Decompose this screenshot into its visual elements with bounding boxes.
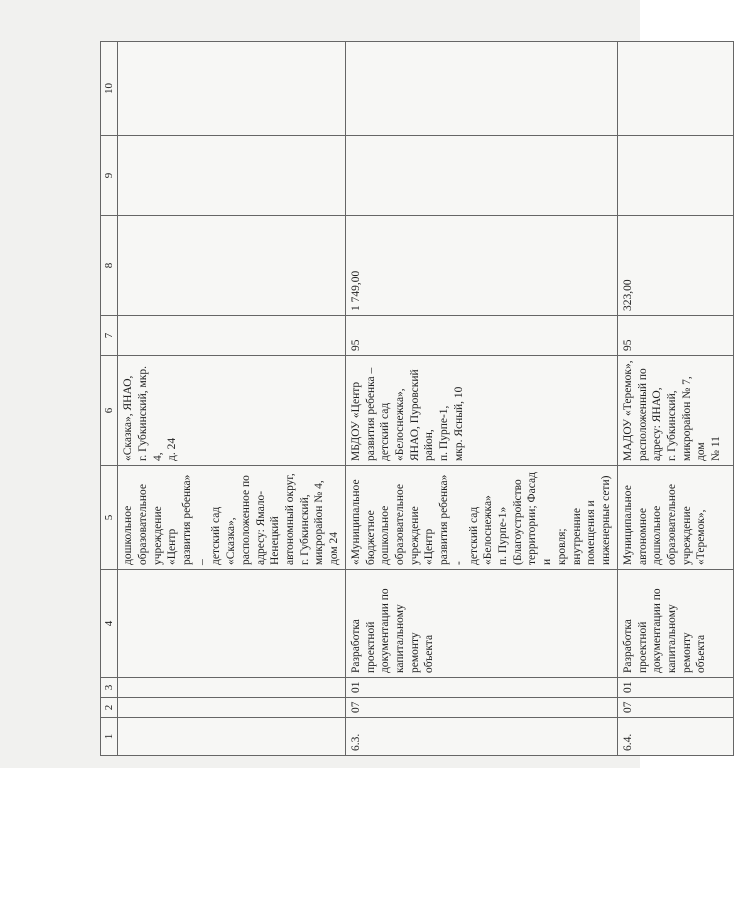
column-7-cell	[118, 316, 346, 356]
row-number-cell	[118, 718, 346, 756]
table-row	[345, 42, 617, 756]
object-name-cell: дошкольное образовательное учреждение «Центр развития ребенка» – детский сад «Сказка», расположенное по адресу: Ямало- Ненецкий автономный округ, г. Губкинский, микрорайон № 4, дом 24	[118, 466, 346, 570]
section-code-cell	[118, 698, 346, 718]
column-9-cell	[617, 136, 733, 216]
column-7-cell: 95	[617, 316, 733, 356]
section-code-cell: 07	[617, 698, 733, 718]
column-number: 3	[101, 678, 118, 698]
amount-cell	[118, 216, 346, 316]
column-9-cell	[345, 136, 617, 216]
section-code-cell: 07	[345, 698, 617, 718]
work-description-cell	[118, 570, 346, 678]
column-10-cell	[345, 42, 617, 136]
work-description-cell: Разработка проектной документации по капитальному ремонту объекта	[345, 570, 617, 678]
column-number: 9	[101, 136, 118, 216]
column-10-cell	[118, 42, 346, 136]
address-cell: МБДОУ «Центр развития ребенка – детский сад «Белоснежка», ЯНАО, Пуровский район, п. Пурпе-1, мкр. Ясный, 10	[345, 356, 617, 466]
column-10-cell	[617, 42, 733, 136]
row-number-cell: 6.3.	[345, 718, 617, 756]
column-number: 7	[101, 316, 118, 356]
table-row	[118, 42, 346, 756]
subsection-code-cell: 01	[345, 678, 617, 698]
address-cell: «Сказка», ЯНАО, г. Губкинский, мкр. 4, д. 24	[118, 356, 346, 466]
column-number: 10	[101, 42, 118, 136]
object-name-cell: Муниципальное автономное дошкольное образовательное учреждение «Теремок»,	[617, 466, 733, 570]
subsection-code-cell: 01	[617, 678, 733, 698]
object-name-cell: «Муниципальное бюджетное дошкольное образовательное учреждение «Центр развития ребенка» - детский сад «Белоснежка» п. Пурпе-1» (Благоустройство территории; Фасад и кровля; внутренние помещения и инженерные сети)	[345, 466, 617, 570]
amount-cell: 323,00	[617, 216, 733, 316]
table-header-row	[101, 42, 118, 756]
document-table	[100, 41, 734, 756]
row-number-cell: 6.4.	[617, 718, 733, 756]
amount-cell: 1 749,00	[345, 216, 617, 316]
work-description-cell: Разработка проектной документации по капитальному ремонту объекта	[617, 570, 733, 678]
column-number: 4	[101, 570, 118, 678]
column-number: 1	[101, 718, 118, 756]
address-cell: МАДОУ «Теремок», расположенный по адресу: ЯНАО, г. Губкинский, микрорайон № 7, дом № 11	[617, 356, 733, 466]
table-row	[617, 42, 733, 756]
column-number: 5	[101, 466, 118, 570]
column-number: 6	[101, 356, 118, 466]
column-number: 8	[101, 216, 118, 316]
subsection-code-cell	[118, 678, 346, 698]
column-9-cell	[118, 136, 346, 216]
column-number: 2	[101, 698, 118, 718]
column-7-cell: 95	[345, 316, 617, 356]
